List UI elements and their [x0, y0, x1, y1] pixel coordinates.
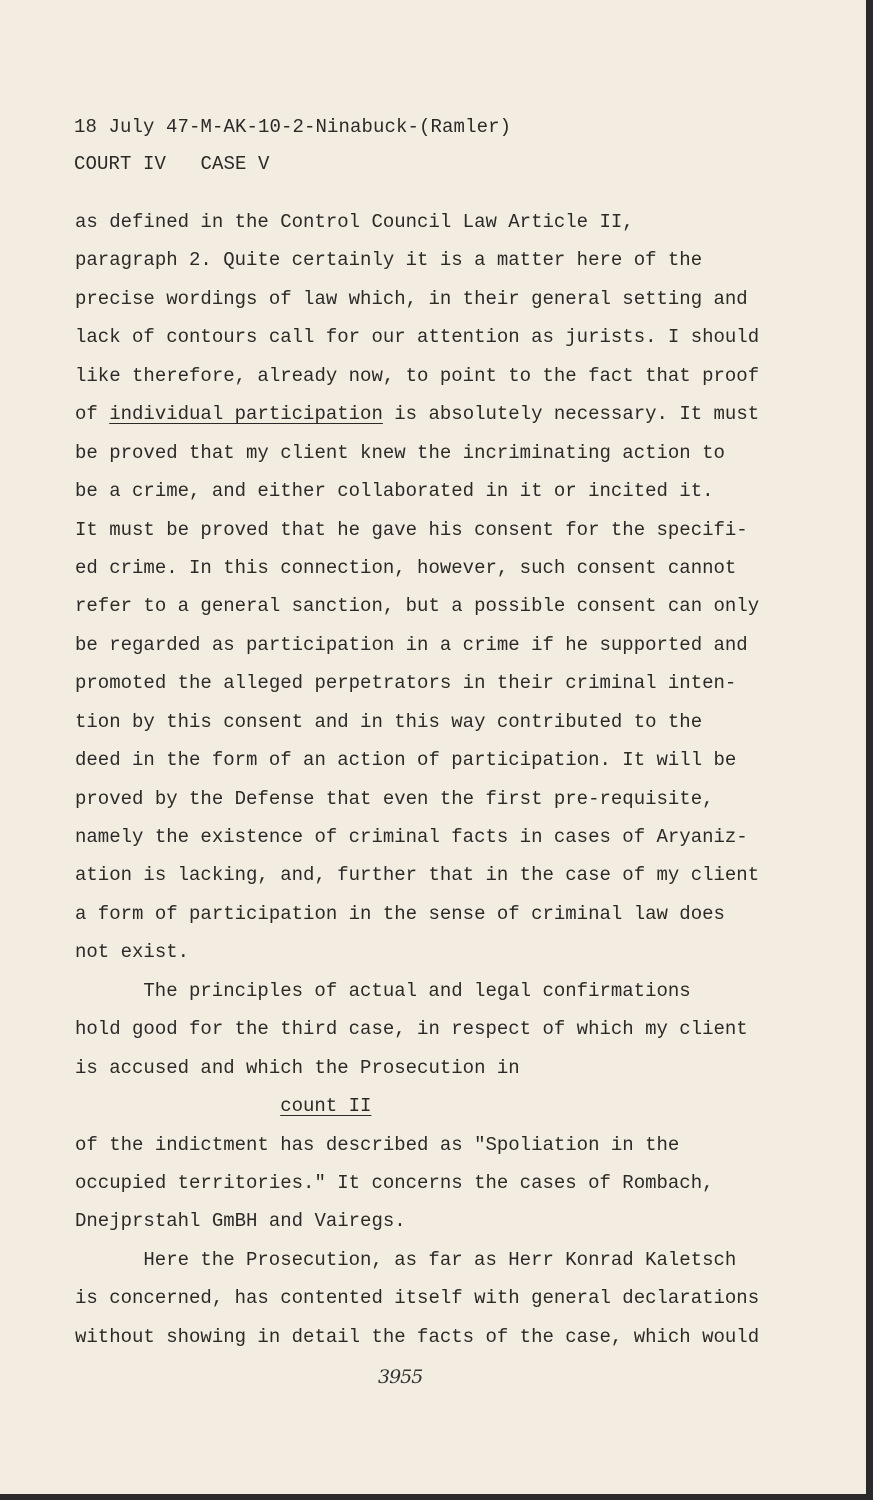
- text-span: is absolutely necessary. It must: [382, 403, 760, 426]
- text-span: of the indictment has described as "Spoliation in the: [75, 1133, 680, 1156]
- page-number: 3955: [378, 1366, 423, 1388]
- text-line: [75, 357, 759, 395]
- text-line: [75, 1126, 759, 1164]
- text-line: [75, 549, 759, 587]
- text-line: [75, 741, 759, 779]
- court-case-header: COURT IV CASE V: [74, 153, 270, 175]
- text-line: [75, 780, 759, 818]
- text-span: It must be proved that he gave his consent for the specifi-: [75, 518, 748, 541]
- underlined-text: count II: [280, 1095, 372, 1118]
- text-line: [75, 587, 759, 625]
- text-span: paragraph 2. Quite certainly it is a matter here of the: [75, 249, 703, 272]
- text-span: The principles of actual and legal confirmations: [143, 979, 691, 1002]
- text-span: not exist.: [75, 941, 190, 964]
- text-span: be a crime, and either collaborated in it or incited it.: [75, 480, 714, 503]
- underlined-text: individual participation: [109, 403, 383, 426]
- text-line: [75, 664, 759, 702]
- text-line: [75, 318, 759, 356]
- text-span: is concerned, has contented itself with general declarations: [75, 1287, 760, 1310]
- text-line: [75, 818, 759, 856]
- text-line: [75, 203, 759, 241]
- text-span: proved by the Defense that even the first pre-requisite,: [75, 787, 714, 810]
- text-span: lack of contours call for our attention as jurists. I should: [75, 326, 760, 349]
- text-line: [75, 1241, 759, 1279]
- text-span: of: [75, 403, 110, 426]
- text-span: refer to a general sanction, but a possible consent can only: [75, 595, 760, 618]
- text-span: hold good for the third case, in respect of which my client: [75, 1018, 748, 1041]
- document-reference-header: 18 July 47-M-AK-10-2-Ninabuck-(Ramler): [74, 116, 512, 138]
- text-line: [75, 703, 759, 741]
- text-span: ed crime. In this connection, however, such consent cannot: [75, 556, 737, 579]
- text-span: as defined in the Control Council Law Article II,: [75, 211, 634, 233]
- text-line: [75, 933, 759, 971]
- text-line: [75, 511, 759, 549]
- text-line: [75, 395, 759, 433]
- document-body: [75, 203, 759, 1356]
- text-span: tion by this consent and in this way contributed to the: [75, 710, 703, 733]
- text-line: [75, 895, 759, 933]
- text-span: like therefore, already now, to point to the fact that proof: [75, 364, 760, 387]
- text-span: deed in the form of an action of participation. It will be: [75, 749, 737, 772]
- text-line: [75, 1202, 759, 1240]
- text-span: is accused and which the Prosecution in: [75, 1056, 520, 1079]
- text-line: [75, 280, 759, 318]
- text-span: namely the existence of criminal facts in cases of Aryaniz-: [75, 826, 748, 848]
- text-line: [75, 1087, 759, 1125]
- text-span: ation is lacking, and, further that in the case of my client: [75, 864, 760, 887]
- text-line: [75, 972, 759, 1010]
- text-line: [75, 472, 759, 510]
- text-span: Here the Prosecution, as far as Herr Konrad Kaletsch: [143, 1248, 737, 1271]
- text-span: without showing in detail the facts of the case, which would: [75, 1325, 760, 1348]
- text-span: a form of participation in the sense of criminal law does: [75, 902, 725, 925]
- text-line: [75, 434, 759, 472]
- text-line: [75, 241, 759, 279]
- text-span: Dnejprstahl GmBH and Vairegs.: [75, 1210, 406, 1233]
- text-line: [75, 626, 759, 664]
- text-line: [75, 1049, 759, 1087]
- text-line: [75, 1318, 759, 1356]
- text-span: be regarded as participation in a crime if he supported and: [75, 633, 748, 656]
- text-span: be proved that my client knew the incriminating action to: [75, 441, 725, 464]
- text-line: [75, 1164, 759, 1202]
- text-span: promoted the alleged perpetrators in their criminal inten-: [75, 672, 737, 695]
- text-span: occupied territories." It concerns the cases of Rombach,: [75, 1171, 714, 1194]
- text-span: precise wordings of law which, in their general setting and: [75, 287, 748, 310]
- text-line: [75, 1279, 759, 1317]
- text-line: [75, 1010, 759, 1048]
- text-line: [75, 856, 759, 894]
